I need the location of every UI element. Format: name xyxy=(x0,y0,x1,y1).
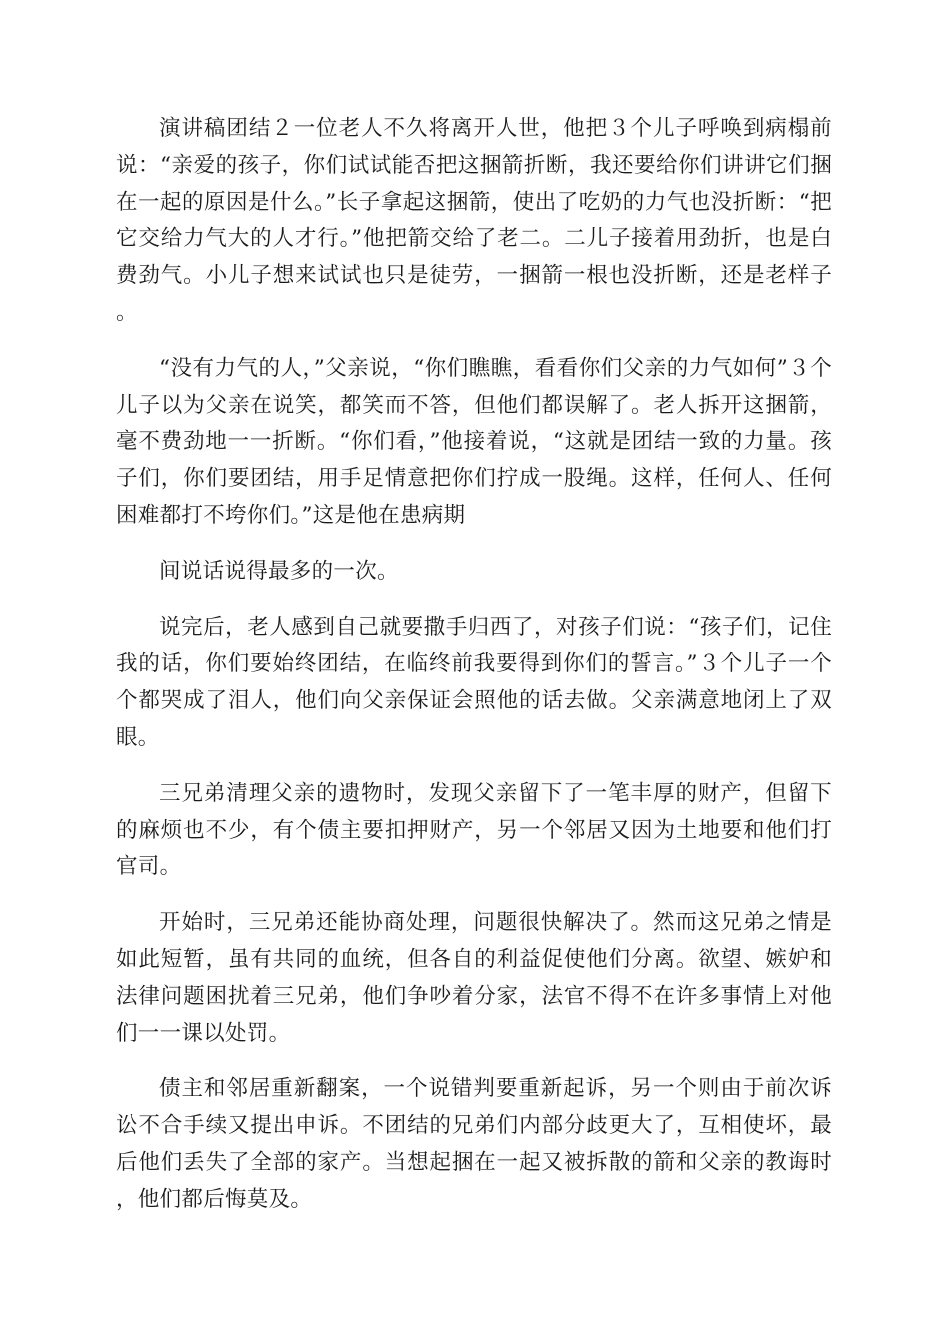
document-body xyxy=(116,111,832,1219)
paragraph-5: 三兄弟清理父亲的遗物时，发现父亲留下了一笔丰厚的财产，但留下的麻烦也不少，有个债主要扣押财产，另一个邻居又因为土地要和他们打官司。 xyxy=(116,780,832,880)
paragraph-6: 开始时，三兄弟还能协商处理，问题很快解决了。然而这兄弟之情是如此短暂，虽有共同的血统，但各自的利益促使他们分离。欲望、嫉妒和法律问题困扰着三兄弟，他们争吵着分家，法官不得不在许多事情上对他们一一课以处罚。 xyxy=(116,910,832,1046)
paragraph-4: 说完后，老人感到自己就要撒手归西了，对孩子们说：“孩子们，记住我的话，你们要始终团结，在临终前我要得到你们的誓言。”３个儿子一个个都哭成了泪人，他们向父亲保证会照他的话去做。父亲满意地闭上了双眼。 xyxy=(116,614,832,750)
paragraph-3: 间说话说得最多的一次。 xyxy=(159,558,399,584)
paragraph-7: 债主和邻居重新翻案，一个说错判要重新起诉，另一个则由于前次诉讼不合手续又提出申诉。不团结的兄弟们内部分歧更大了，互相使坏，最后他们丢失了全部的家产。当想起捆在一起又被拆散的箭和父亲的教诲时，他们都后悔莫及。 xyxy=(116,1076,832,1212)
paragraph-2: “没有力气的人，”父亲说，“你们瞧瞧，看看你们父亲的力气如何”３个儿子以为父亲在说笑，都笑而不答，但他们都误解了。老人拆开这捆箭，毫不费劲地一一折断。“你们看，”他接着说，“这就是团结一致的力量。孩子们，你们要团结，用手足情意把你们拧成一股绳。这样，任何人、任何困难都打不垮你们。”这是他在患病期 xyxy=(116,355,832,528)
paragraph-1: 演讲稿团结２一位老人不久将离开人世，他把３个儿子呼唤到病榻前说：“亲爱的孩子，你们试试能否把这捆箭折断，我还要给你们讲讲它们捆在一起的原因是什么。”长子拿起这捆箭，使出了吃奶的力气也没折断：“把它交给力气大的人才行。”他把箭交给了老二。二儿子接着用劲折，也是白费劲气。小儿子想来试试也只是徒劳，一捆箭一根也没折断，还是老样子。 xyxy=(116,116,832,325)
